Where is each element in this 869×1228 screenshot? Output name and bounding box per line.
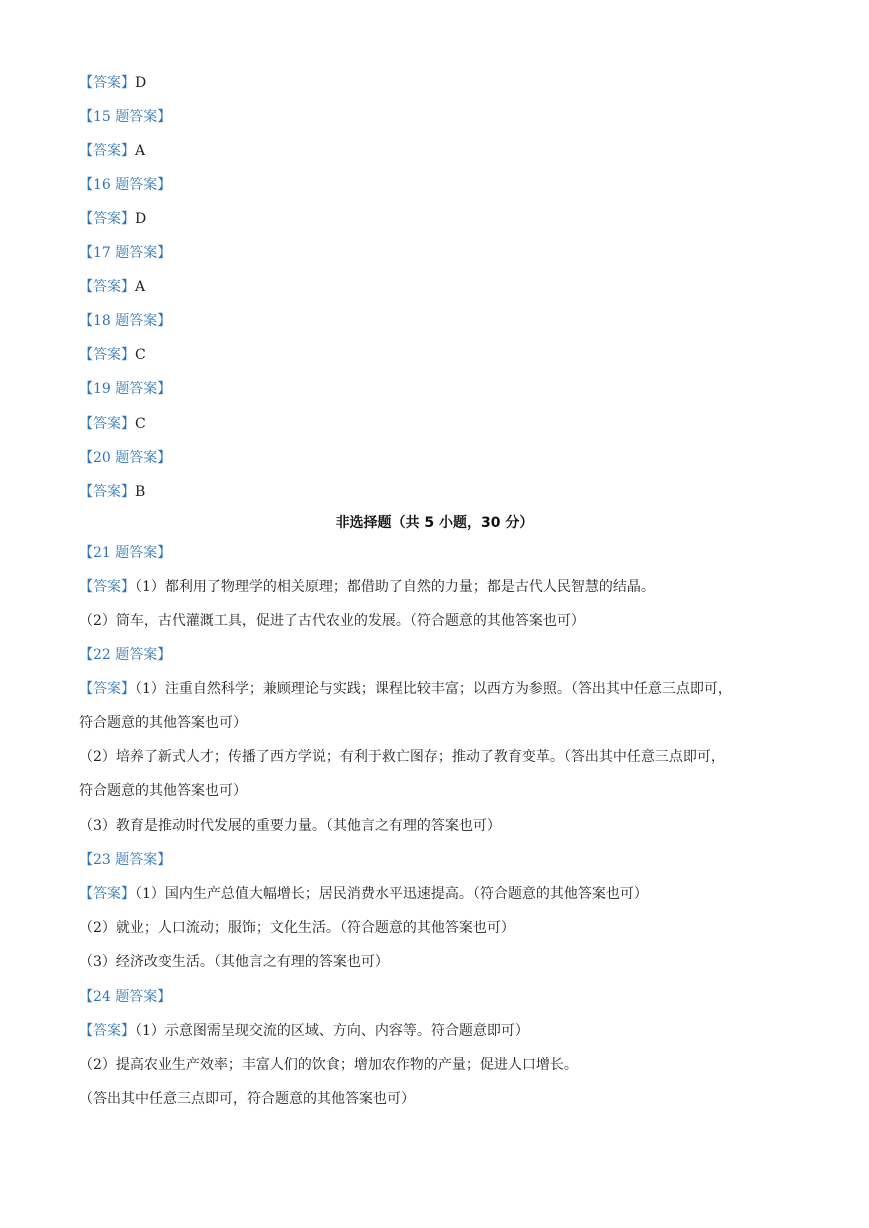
answer-text: 符合题意的其他答案也可）	[79, 783, 247, 799]
answer-line	[79, 482, 799, 502]
answer-value: A	[135, 279, 146, 295]
answer-text: （2）培养了新式人才；传播了西方学说；有利于救亡图存；推动了教育变革。（答出其中任意三点即可，	[79, 749, 725, 765]
answer-line	[79, 577, 799, 597]
question-header-24: 【24 题答案】	[79, 989, 172, 1005]
answer-text: （答出其中任意三点即可，符合题意的其他答案也可）	[79, 1091, 415, 1107]
answer-line	[79, 73, 799, 93]
question-header-20: 【20 题答案】	[79, 450, 172, 466]
answer-tag: 【答案】	[79, 75, 135, 91]
answer-line	[79, 277, 799, 297]
question-header-17: 【17 题答案】	[79, 245, 172, 261]
answer-tag: 【答案】	[79, 886, 135, 902]
answer-tag: 【答案】	[79, 416, 135, 432]
answer-tag: 【答案】	[79, 1023, 135, 1039]
question-header-15: 【15 题答案】	[79, 109, 172, 125]
answer-tag: 【答案】	[79, 143, 135, 159]
answer-text: （2）就业；人口流动；服饰；文化生活。（符合题意的其他答案也可）	[79, 920, 515, 936]
answer-text: （2）提高农业生产效率；丰富人们的饮食；增加农作物的产量；促进人口增长。	[79, 1057, 578, 1073]
answer-tag: 【答案】	[79, 579, 135, 595]
answer-line	[79, 884, 799, 904]
answer-text: 符合题意的其他答案也可）	[79, 715, 247, 731]
answer-value: D	[135, 75, 147, 91]
answer-line	[79, 414, 799, 434]
answer-text: （1）示意图需呈现交流的区域、方向、内容等。符合题意即可）	[135, 1023, 529, 1039]
question-header-16: 【16 题答案】	[79, 177, 172, 193]
answer-tag: 【答案】	[79, 484, 135, 500]
answer-text: （1）注重自然科学；兼顾理论与实践；课程比较丰富；以西方为参照。（答出其中任意三点即可，	[135, 681, 732, 697]
answer-line	[79, 209, 799, 229]
question-header-22: 【22 题答案】	[79, 647, 172, 663]
answer-tag: 【答案】	[79, 347, 135, 363]
answer-value: B	[135, 484, 146, 500]
answer-value: A	[135, 143, 146, 159]
answer-text: （3）经济改变生活。（其他言之有理的答案也可）	[79, 954, 389, 970]
question-header-23: 【23 题答案】	[79, 852, 172, 868]
answer-text: （1）国内生产总值大幅增长；居民消费水平迅速提高。（符合题意的其他答案也可）	[135, 886, 648, 902]
answer-tag: 【答案】	[79, 211, 135, 227]
answer-line	[79, 345, 799, 365]
answer-value: C	[135, 416, 146, 432]
answer-line	[79, 679, 799, 699]
question-header-19: 【19 题答案】	[79, 381, 172, 397]
answer-line	[79, 1021, 799, 1041]
answer-line	[79, 141, 799, 161]
answer-value: D	[135, 211, 147, 227]
answer-text: （2）筒车，古代灌溉工具，促进了古代农业的发展。（符合题意的其他答案也可）	[79, 613, 585, 629]
answer-tag: 【答案】	[79, 681, 135, 697]
answer-tag: 【答案】	[79, 279, 135, 295]
answer-text: （1）都利用了物理学的相关原理；都借助了自然的力量；都是古代人民智慧的结晶。	[135, 579, 655, 595]
section-title: 非选择题（共 5 小题，30 分）	[335, 515, 534, 531]
question-header-21: 【21 题答案】	[79, 545, 172, 561]
question-header-18: 【18 题答案】	[79, 313, 172, 329]
answer-text: （3）教育是推动时代发展的重要力量。（其他言之有理的答案也可）	[79, 818, 501, 834]
answer-value: C	[135, 347, 146, 363]
